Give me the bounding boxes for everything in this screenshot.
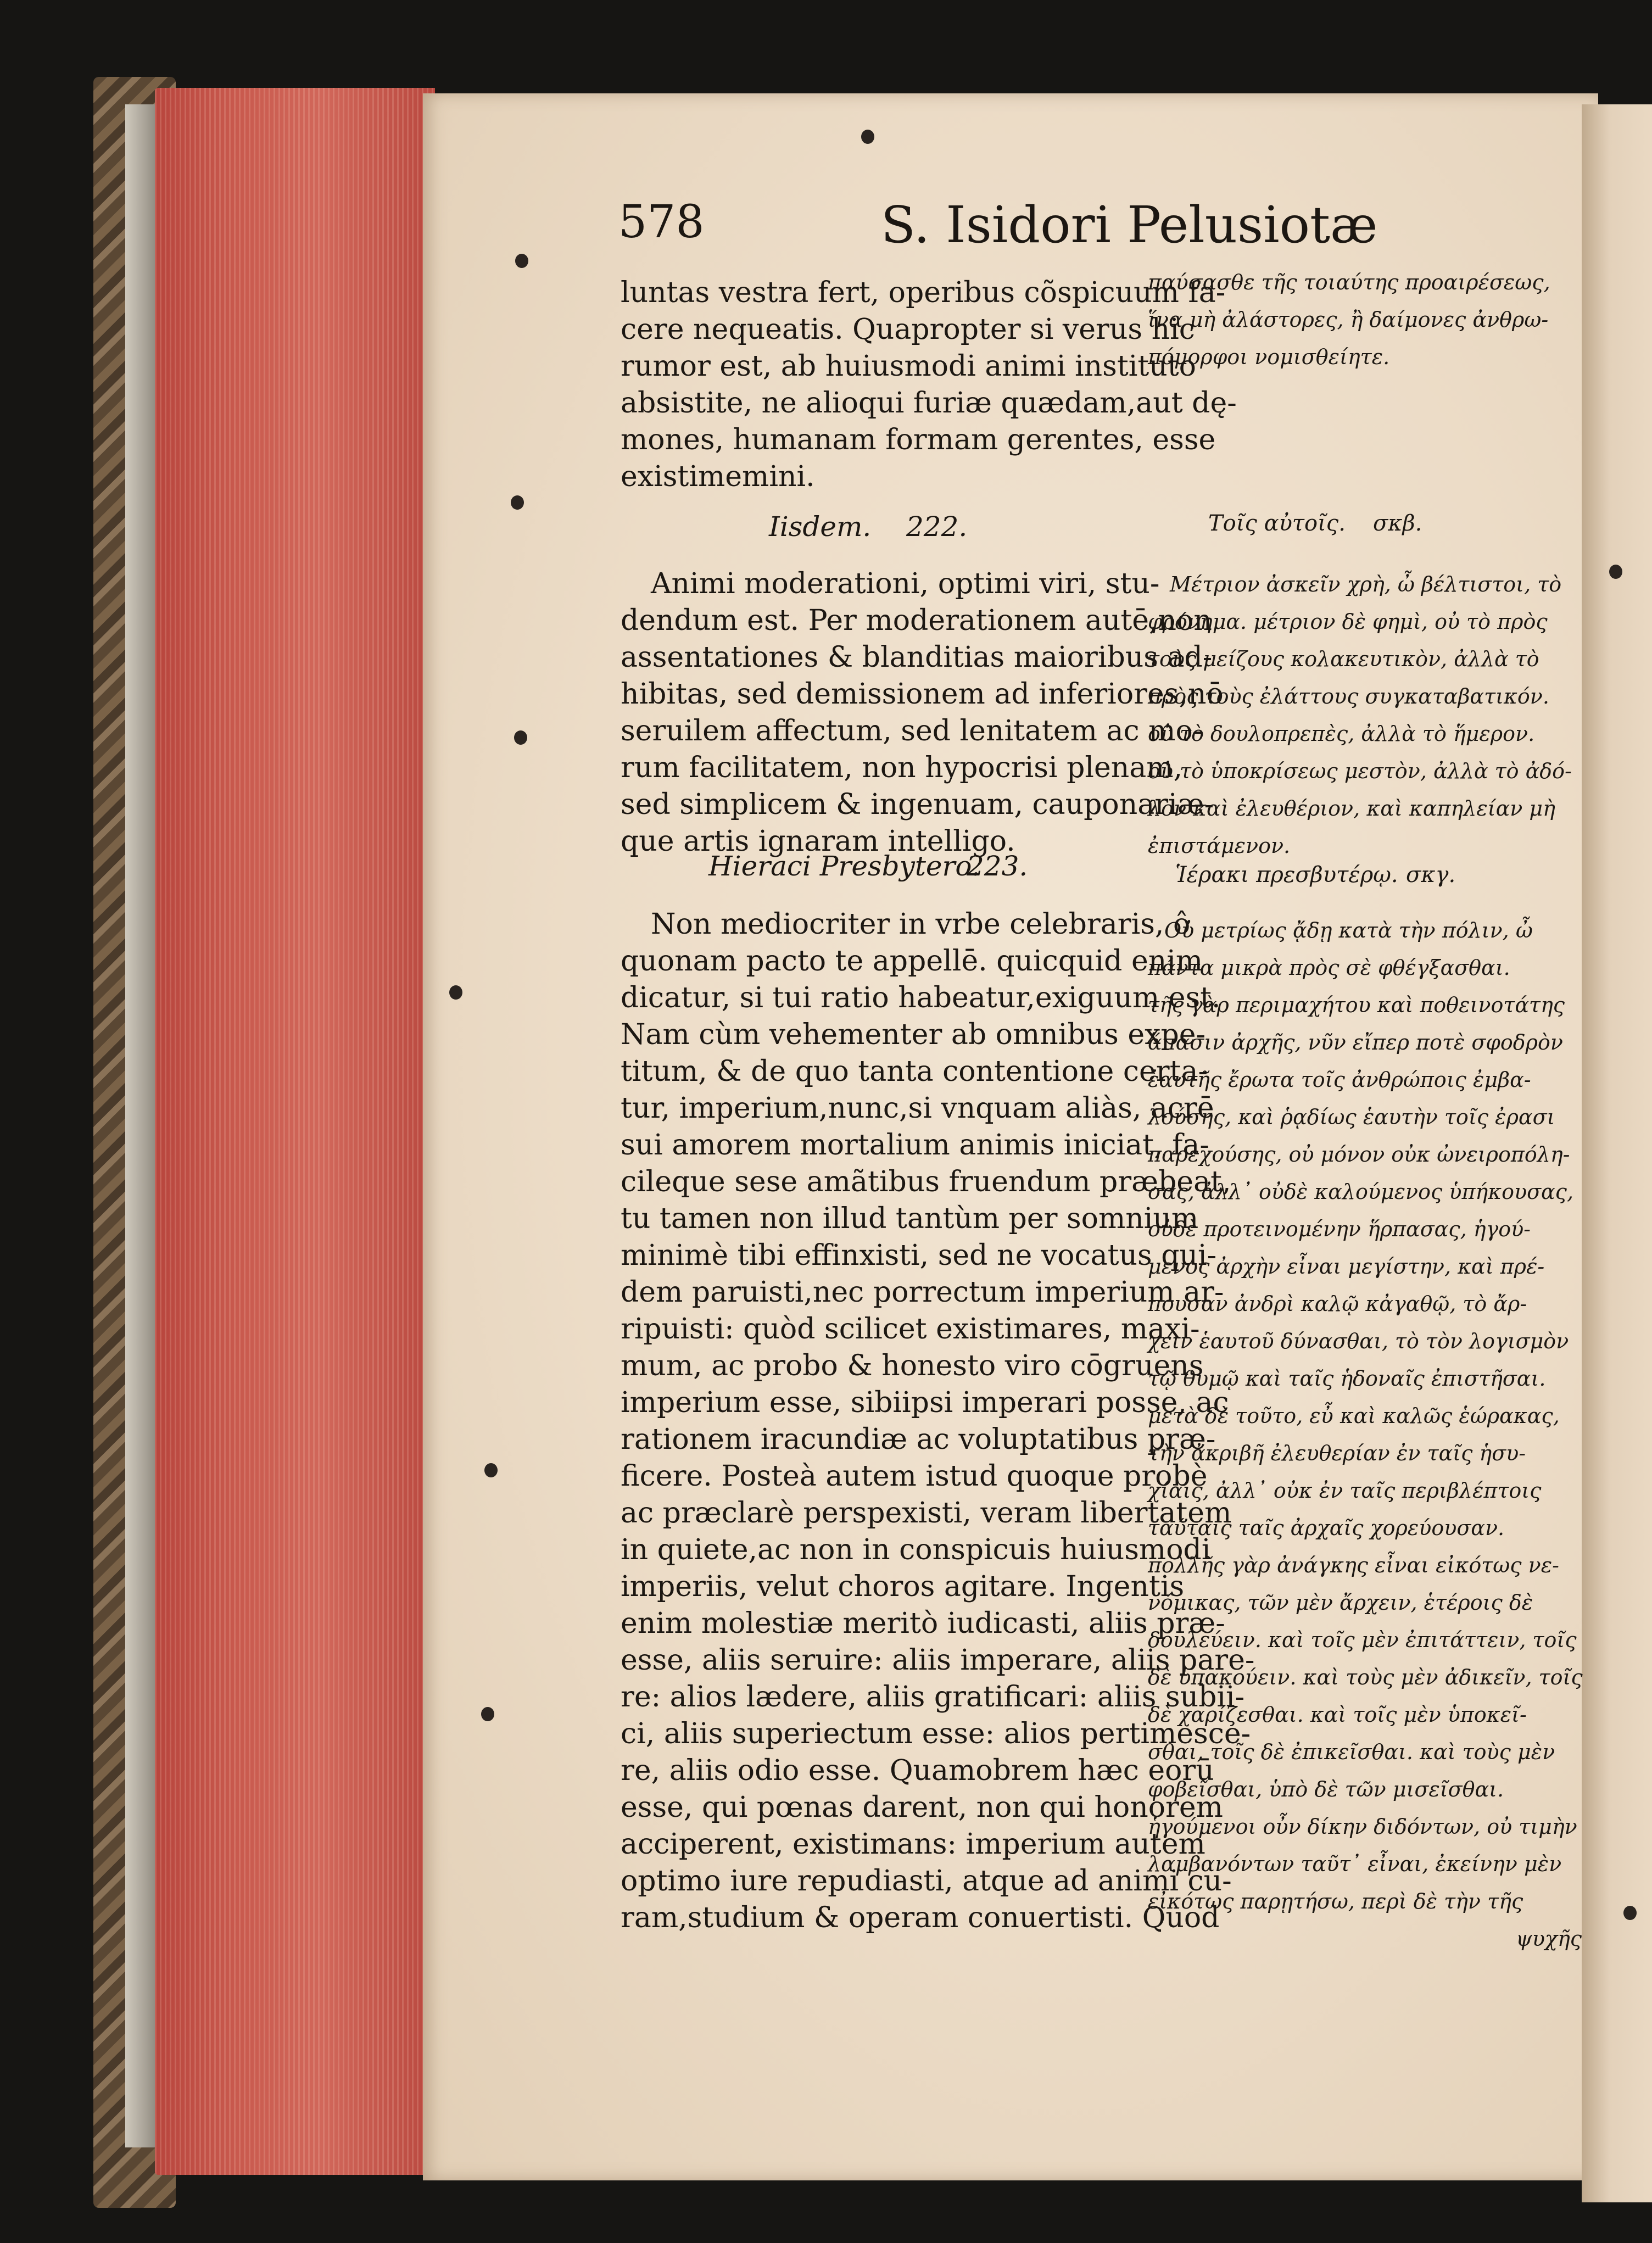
page-number: 578 [618, 196, 705, 248]
text-line: tu tamen non illud tantùm per somnium [621, 1202, 1199, 1235]
text-line: ram,studium & operam conuertisti. Quod [621, 1901, 1220, 1934]
text-line: οὐδὲ προτεινομένην ἥρπασας, ἡγού- [1148, 1217, 1531, 1241]
text-line: τὴν ἀκριβῆ ἐλευθερίαν ἐν ταῖς ἡσυ- [1148, 1441, 1526, 1465]
worm-hole [511, 495, 524, 510]
text-line: cere nequeatis. Quapropter si verus hic [621, 313, 1195, 346]
worm-hole [481, 1707, 494, 1721]
text-line: ripuisti: quòd scilicet existimares, maxi- [621, 1313, 1200, 1346]
text-line: mum, ac probo & honesto viro cōgruens [621, 1349, 1204, 1382]
text-line: ἡγούμενοι οὖν δίκην διδόντων, οὐ τιμὴν [1148, 1815, 1577, 1839]
text-line: mones, humanam formam gerentes, esse [621, 423, 1216, 456]
text-line: Non mediocriter in vrbe celebraris, ô [651, 908, 1191, 941]
text-line: πάντα μικρὰ πρὸς σὲ φθέγξασθαι. [1148, 956, 1510, 980]
letter-heading: Τοῖς αὐτοῖς. [1208, 511, 1346, 536]
letter-heading: Ἱέρακι πρεσβυτέρῳ. [1175, 862, 1398, 888]
letter-number: 223. [967, 850, 1028, 882]
latin-opening [621, 275, 1237, 495]
text-line: πρὸς τοὺς ἐλάττους συγκαταβατικόν. [1148, 684, 1549, 708]
text-line: imperiis, velut choros agitare. Ingentis [621, 1570, 1185, 1603]
letter-number: σκγ. [1406, 862, 1456, 888]
letter-number: 222. [906, 511, 968, 543]
worm-hole [449, 985, 462, 1000]
text-line: πουσαν ἀνδρὶ καλῷ κἀγαθῷ, τὸ ἄρ- [1148, 1292, 1527, 1316]
greek-opening [1148, 264, 1593, 376]
text-line: τοὺς μείζους κολακευτικὸν, ἀλλὰ τὸ [1148, 647, 1539, 671]
worm-hole [514, 730, 527, 745]
letter-heading: Iisdem. [769, 511, 872, 543]
text-line: νόμικας, τῶν μὲν ἄρχειν, ἑτέροις δὲ [1148, 1591, 1533, 1615]
text-line: οὐ τὸ ὑποκρίσεως μεστὸν, ἀλλὰ τὸ ἀδό- [1148, 759, 1572, 783]
text-line: titum, & de quo tanta contentione certa- [621, 1055, 1208, 1088]
text-line: ταύταις ταῖς ἀρχαῖς χορεύουσαν. [1148, 1516, 1505, 1540]
binding-edge [125, 104, 158, 2147]
text-line: σθαι, τοῖς δὲ ἐπικεῖσθαι. καὶ τοὺς μὲν [1148, 1740, 1555, 1764]
text-line: ficere. Posteà autem istud quoque probè [621, 1460, 1208, 1493]
text-line: tur, imperium,nunc,si vnquam aliàs, acrē [621, 1092, 1214, 1125]
text-line: φοβεῖσθαι, ὑπὸ δὲ τῶν μισεῖσθαι. [1148, 1777, 1504, 1801]
text-line: χίαις, ἀλλ᾿ οὐκ ἐν ταῖς περιβλέπτοις [1148, 1478, 1542, 1503]
worm-hole [1609, 565, 1622, 579]
worm-hole [515, 254, 528, 268]
latin-letter-223 [621, 906, 1255, 1937]
text-line: τῷ θυμῷ καὶ ταῖς ἡδοναῖς ἐπιστῆσαι. [1148, 1366, 1546, 1391]
text-line: acciperent, existimans: imperium autem [621, 1828, 1205, 1861]
text-line: λαμβανόντων ταῦτ᾿ εἶναι, ἐκείνην μὲν [1148, 1852, 1562, 1876]
text-line: cileque sese amãtibus fruendum præbeat, [621, 1165, 1231, 1198]
text-line: sui amorem mortalium animis iniciat, fa- [621, 1129, 1209, 1162]
letter-number: σκβ. [1373, 511, 1422, 536]
red-page-edges [155, 88, 435, 2175]
text-line: esse, aliis seruire: aliis imperare, aliis pare- [621, 1644, 1255, 1677]
text-line: ci, aliis superiectum esse: alios pertimesce- [621, 1717, 1251, 1750]
text-line: assentationes & blanditias maioribus ad- [621, 641, 1213, 674]
text-line: absistite, ne alioqui furiæ quædam,aut dę- [621, 387, 1237, 420]
text-line: λούσης, καὶ ῥᾳδίως ἑαυτὴν τοῖς ἐρασι [1148, 1105, 1555, 1129]
text-line: seruilem affectum, sed lenitatem ac mo- [621, 715, 1203, 747]
text-line: ἑαυτῆς ἔρωτα τοῖς ἀνθρώποις ἐμβα- [1148, 1068, 1531, 1092]
text-line: τῆς γὰρ περιμαχήτου καὶ ποθεινοτάτης [1148, 993, 1565, 1017]
text-line: sed simplicem & ingenuam, cauponariæ- [621, 788, 1214, 821]
text-line: rum facilitatem, non hypocrisi plenam, [621, 751, 1183, 784]
text-line: imperium esse, sibiipsi imperari posse, ac [621, 1386, 1229, 1419]
text-line: minimè tibi effinxisti, sed ne vocatus qui- [621, 1239, 1217, 1272]
catchword: ψυχῆς [1516, 1927, 1582, 1951]
text-line: que artis ignaram intelligo. [621, 825, 1015, 858]
text-line: χειν ἑαυτοῦ δύνασθαι, τὸ τὸν λογισμὸν [1148, 1329, 1569, 1353]
text-line: dem paruisti,nec porrectum imperium ar- [621, 1276, 1224, 1309]
text-line: rationem iracundiæ ac voluptatibus præ- [621, 1423, 1216, 1456]
greek-letter-223 [1148, 912, 1593, 1957]
text-line: λον καὶ ἐλευθέριον, καὶ καπηλείαν μὴ [1148, 796, 1555, 821]
text-line: dendum est. Per moderationem autē,non [621, 604, 1212, 637]
text-line: ἅπασιν ἀρχῆς, νῦν εἴπερ ποτὲ σφοδρὸν [1148, 1030, 1563, 1054]
text-line: existimemini. [621, 460, 815, 493]
greek-letter-222 [1148, 566, 1593, 864]
text-line: δουλεύειν. καὶ τοῖς μὲν ἐπιτάττειν, τοῖς [1148, 1628, 1577, 1652]
text-line: re, aliis odio esse. Quamobrem hæc eorū [621, 1754, 1214, 1787]
text-line: δὲ ὑπακούειν. καὶ τοὺς μὲν ἀδικεῖν, τοῖς [1148, 1665, 1583, 1689]
text-line: μενος ἀρχὴν εἶναι μεγίστην, καὶ πρέ- [1148, 1254, 1545, 1279]
text-line: πολλῆς γὰρ ἀνάγκης εἶναι εἰκότως νε- [1148, 1553, 1559, 1577]
text-line: enim molestiæ meritò iudicasti, aliis præ- [621, 1607, 1225, 1640]
text-line: Nam cùm vehementer ab omnibus expe- [621, 1018, 1206, 1051]
letter-heading: Hieraci Presbytero. [708, 850, 980, 882]
text-line: Μέτριον ἀσκεῖν χρὴ, ὦ βέλτιστοι, τὸ [1170, 572, 1562, 596]
worm-hole [484, 1463, 498, 1477]
text-line: μετὰ δὲ τοῦτο, εὖ καὶ καλῶς ἑώρακας, [1148, 1404, 1560, 1428]
text-line: παύσασθε τῆς τοιαύτης προαιρέσεως, [1148, 270, 1550, 294]
worm-hole [1623, 1906, 1637, 1920]
text-line: πόμορφοι νομισθείητε. [1148, 345, 1390, 369]
text-line: rumor est, ab huiusmodi animi instituto [621, 350, 1196, 383]
text-line: ac præclarè perspexisti, veram libertatem [621, 1497, 1232, 1530]
text-line: hibitas, sed demissionem ad inferiores,nō [621, 678, 1224, 711]
text-line: Οὐ μετρίως ᾄδῃ κατὰ τὴν πόλιν, ὦ [1164, 918, 1533, 942]
text-line: ἐπιστάμενον. [1148, 834, 1291, 858]
text-line: in quiete,ac non in conspicuis huiusmodi [621, 1533, 1211, 1566]
worm-hole [861, 130, 874, 144]
text-line: παρεχούσης, οὐ μόνον οὐκ ὠνειροπόλη- [1148, 1142, 1570, 1167]
text-line: οὐ τὸ δουλοπρεπὲς, ἀλλὰ τὸ ἥμερον. [1148, 722, 1535, 746]
text-line: δὲ χαρίζεσθαι. καὶ τοῖς μὲν ὑποκεῖ- [1148, 1703, 1527, 1727]
text-line: dicatur, si tui ratio habeatur,exiguum est. [621, 981, 1221, 1014]
text-line: Animi moderationi, optimi viri, stu- [651, 567, 1160, 600]
text-line: esse, qui pœnas darent, non qui honorem [621, 1791, 1223, 1824]
text-line: optimo iure repudiasti, atque ad animi cu- [621, 1865, 1232, 1898]
running-title: S. Isidori Pelusiotæ [881, 196, 1378, 254]
text-line: ἵνα μὴ ἀλάστορες, ἢ δαίμονες ἀνθρω- [1148, 308, 1549, 332]
text-line: εἰκότως παρῃτήσω, περὶ δὲ τὴν τῆς [1148, 1889, 1523, 1913]
text-line: quonam pacto te appellē. quicquid enim [621, 945, 1203, 978]
text-line: re: alios lædere, aliis gratificari: aliis subii- [621, 1681, 1245, 1714]
text-line: φρόνημα. μέτριον δὲ φημὶ, οὐ τὸ πρὸς [1148, 610, 1548, 634]
text-line: σας, ἀλλ᾿ οὐδὲ καλούμενος ὑπήκουσας, [1148, 1180, 1574, 1204]
text-line: luntas vestra fert, operibus cõspicuum fa- [621, 276, 1226, 309]
